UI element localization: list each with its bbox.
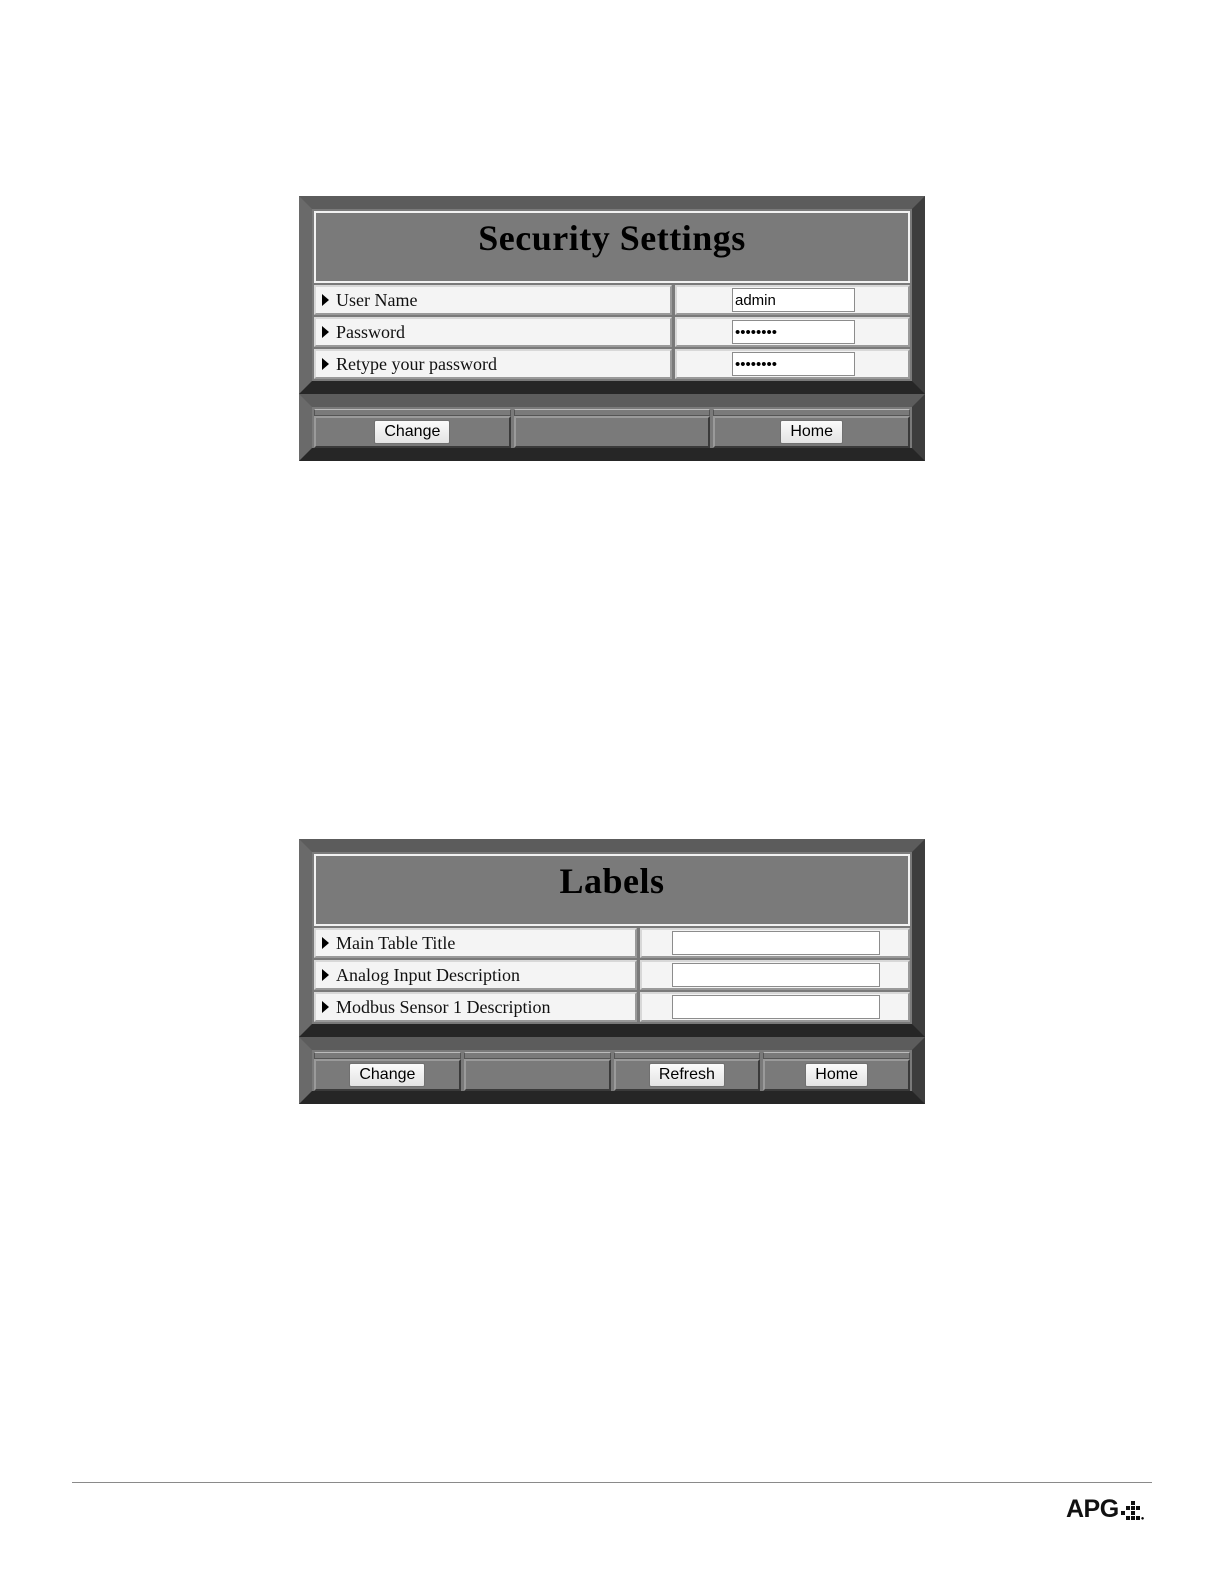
change-column (314, 407, 511, 448)
footer-divider (72, 1482, 1152, 1483)
user-name-row (314, 285, 910, 315)
password-label: Password (336, 321, 406, 342)
column-strip (314, 1052, 461, 1059)
analog-input-description-label-cell (314, 960, 637, 990)
main-table-title-label: Main Table Title (336, 932, 456, 953)
security-settings-form (299, 196, 925, 394)
logo-text: APG (1066, 1495, 1119, 1523)
user-name-label-cell (314, 285, 672, 315)
refresh-button[interactable]: Refresh (649, 1063, 725, 1087)
registered-mark-icon: ● (1140, 1516, 1145, 1522)
home-button[interactable]: Home (805, 1063, 868, 1087)
retype-password-value-cell (675, 349, 910, 379)
modbus-sensor-description-input[interactable] (672, 995, 880, 1019)
labels-title-cell (314, 854, 910, 926)
refresh-column (614, 1050, 761, 1091)
change-column (314, 1050, 461, 1091)
empty-slot (514, 416, 711, 448)
column-strip (514, 409, 711, 416)
triangle-right-icon (322, 326, 329, 338)
apg-logo (1066, 1497, 1144, 1522)
main-table-title-row (314, 928, 910, 958)
column-strip (464, 1052, 611, 1059)
modbus-sensor-description-label-cell (314, 992, 637, 1022)
labels-panel (299, 839, 925, 1104)
refresh-slot (614, 1059, 761, 1091)
change-slot (314, 416, 511, 448)
column-strip (763, 1052, 910, 1059)
triangle-right-icon (322, 937, 329, 949)
security-settings-title: Security Settings (478, 218, 746, 258)
analog-input-description-row (314, 960, 910, 990)
home-column (713, 407, 910, 448)
password-input[interactable] (732, 320, 855, 344)
password-value-cell (675, 317, 910, 347)
home-slot (763, 1059, 910, 1091)
analog-input-description-value-cell (640, 960, 910, 990)
labels-button-row (314, 1050, 910, 1091)
modbus-sensor-description-value-cell (640, 992, 910, 1022)
change-button[interactable]: Change (374, 420, 450, 444)
user-name-value-cell (675, 285, 910, 315)
user-name-input[interactable] (732, 288, 855, 312)
retype-password-input[interactable] (732, 352, 855, 376)
change-slot (314, 1059, 461, 1091)
analog-input-description-label: Analog Input Description (336, 964, 520, 985)
home-slot (713, 416, 910, 448)
security-settings-panel (299, 196, 925, 461)
empty-column (514, 407, 711, 448)
triangle-right-icon (322, 294, 329, 306)
modbus-sensor-description-label: Modbus Sensor 1 Description (336, 996, 551, 1017)
labels-title: Labels (559, 861, 665, 901)
main-table-title-input[interactable] (672, 931, 880, 955)
labels-form (299, 839, 925, 1037)
modbus-sensor-description-row (314, 992, 910, 1022)
logo-dot-grid-icon (1121, 1501, 1140, 1520)
labels-button-bar (299, 1037, 925, 1104)
security-button-bar (299, 394, 925, 461)
main-table-title-label-cell (314, 928, 637, 958)
analog-input-description-input[interactable] (672, 963, 880, 987)
home-column (763, 1050, 910, 1091)
change-button[interactable]: Change (349, 1063, 425, 1087)
user-name-label: User Name (336, 289, 418, 310)
security-title-cell (314, 211, 910, 283)
column-strip (614, 1052, 761, 1059)
password-row (314, 317, 910, 347)
column-strip (314, 409, 511, 416)
column-strip (713, 409, 910, 416)
retype-password-label-cell (314, 349, 672, 379)
retype-password-row (314, 349, 910, 379)
empty-column (464, 1050, 611, 1091)
password-label-cell (314, 317, 672, 347)
triangle-right-icon (322, 1001, 329, 1013)
home-button[interactable]: Home (780, 420, 843, 444)
triangle-right-icon (322, 358, 329, 370)
empty-slot (464, 1059, 611, 1091)
security-button-row (314, 407, 910, 448)
triangle-right-icon (322, 969, 329, 981)
main-table-title-value-cell (640, 928, 910, 958)
retype-password-label: Retype your password (336, 353, 497, 374)
